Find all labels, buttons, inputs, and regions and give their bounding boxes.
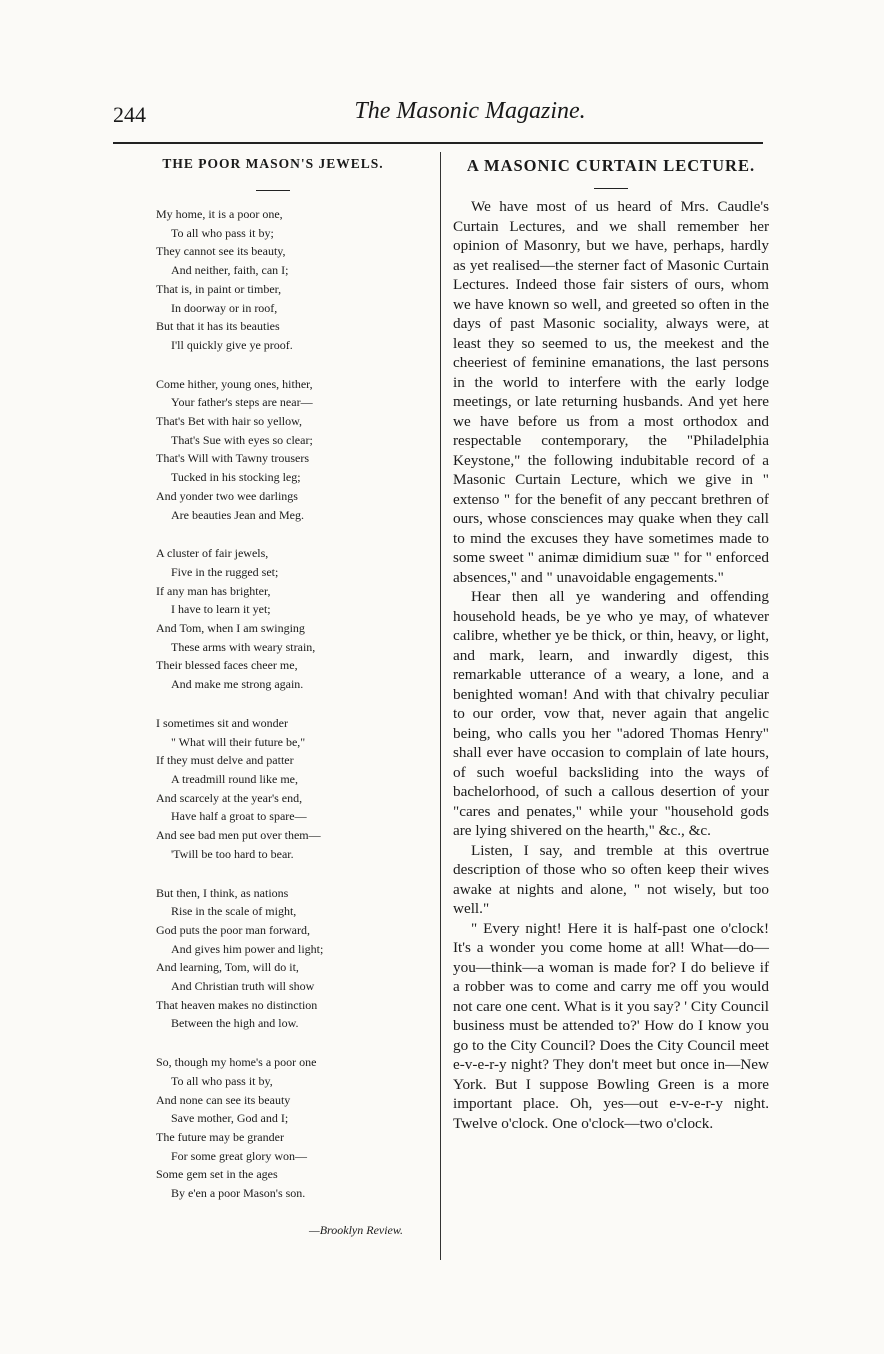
poem-line: God puts the poor man forward,	[156, 922, 310, 937]
poem-line: For some great glory won—	[171, 1148, 307, 1163]
poem-line: So, though my home's a poor one	[156, 1055, 317, 1070]
article-body	[453, 197, 769, 1133]
poem-line: To all who pass it by;	[171, 225, 274, 240]
article-title-rule	[594, 188, 628, 189]
article-paragraph: Hear then all ye wandering and offending household heads, be ye who ye may, of whatever calibre, whether ye be thick, or thin, heavy, or light, and mark, learn, and inwardly digest, this remarkable utterance of a weary, a lone, and a benighted woman! And with that chivalry peculiar to our order, vow that, never again that angelic being, who calls you her "adored Thomas Henry" shall ever have occasion to complain of late hours, of such woeful backsliding into the ways of bachelorhood, of such a callous desertion of your "cares and penates," while your "household gods are lying shivered on the hearth," &c., &c.	[453, 588, 769, 839]
poem-line: Their blessed faces cheer me,	[156, 658, 298, 673]
poem-line: I have to learn it yet;	[171, 602, 271, 617]
poem-title-rule	[256, 190, 290, 191]
poem-line: If they must delve and patter	[156, 753, 294, 768]
poem-line: But that it has its beauties	[156, 319, 280, 334]
poem-line: And see bad men put over them—	[156, 828, 321, 843]
poem-line: They cannot see its beauty,	[156, 244, 286, 259]
poem-line: My home, it is a poor one,	[156, 207, 283, 221]
poem-line: Some gem set in the ages	[156, 1167, 278, 1182]
article-paragraph: Listen, I say, and tremble at this overtrue description of those who so often keep their wives awake at nights and alone, " not wisely, but too well."	[453, 841, 769, 917]
poem-line: By e'en a poor Mason's son.	[171, 1186, 306, 1201]
poem-credit: —Brooklyn Review.	[309, 1222, 403, 1237]
poem-line: In doorway or in roof,	[171, 300, 278, 315]
running-title: The Masonic Magazine.	[354, 98, 586, 124]
poem-line: And learning, Tom, will do it,	[156, 960, 299, 975]
poem-stanza	[113, 544, 433, 694]
poem-title: THE POOR MASON'S JEWELS.	[162, 156, 384, 171]
article-paragraph: We have most of us heard of Mrs. Caudle's Curtain Lectures, and we shall remember her opinion of Masonry, but we have, perhaps, hardly as yet realised—the sterner fact of Masonic Curtain Lectures. Indeed those fair sisters of ours, whom we have known so well, and greeted so often in the days of past Masonic sociality, always were, at least they so seemed to us, the meekest and the cheeriest of feminine emanations, the last persons in the world to interfere with the early lodge meetings, or late returning husbands. And yet here we have before us from a most orthodox and respectable contemporary, the "Philadelphia Keystone," the following indubitable record of a Masonic Curtain Lecture, which we give in " extenso " for the benefit of any peccant brethren of ours, whose consciences may quake when they call to mind the excuses they have sometimes made to some sweet " animæ dimidium suæ " for " enforced absences," and " unavoidable engagements."	[453, 198, 769, 586]
article-title: A MASONIC CURTAIN LECTURE.	[466, 156, 756, 175]
poem-line: And make me strong again.	[171, 677, 304, 692]
article-paragraph: " Every night! Here it is half-past one o'clock! It's a wonder you come home at all! What—do—you—think—a woman is made for? I do believe if a robber was to come and carry me off you would not care one cent. What is it you say? ' City Council business must be attended to?' How do I know you go to the City Council? Does the City Council meet e-v-e-r-y night? They don't meet but once in—New York. But I suppose Bowling Green is a more important place. Oh, yes—out e-v-e-r-y night. Twelve o'clock. One o'clock—two o'clock.	[453, 919, 769, 1132]
poem-line: " What will their future be,"	[171, 734, 306, 749]
poem-stanza	[113, 884, 433, 1034]
poem-stanza	[113, 1053, 433, 1203]
poem-line: If any man has brighter,	[156, 583, 271, 598]
poem-line: And none can see its beauty	[156, 1092, 291, 1107]
poem-stanza	[113, 375, 433, 525]
poem-line: Come hither, young ones, hither,	[156, 376, 313, 391]
page-number: 244	[113, 102, 146, 127]
poem-stanza	[113, 714, 433, 864]
poem-line: That's Will with Tawny trousers	[156, 451, 310, 466]
poem-line: Five in the rugged set;	[171, 564, 279, 579]
poem-line: And scarcely at the year's end,	[156, 790, 303, 805]
poem-line: I'll quickly give ye proof.	[171, 337, 293, 352]
poem-line: That heaven makes no distinction	[156, 997, 318, 1012]
poem-column	[113, 148, 433, 1238]
poem-line: Save mother, God and I;	[171, 1111, 289, 1126]
page-header	[0, 0, 884, 150]
poem-line: 'Twill be too hard to bear.	[171, 846, 294, 861]
poem-line: And neither, faith, can I;	[171, 263, 289, 278]
poem-line: And Christian truth will show	[171, 979, 315, 994]
poem-line: The future may be grander	[156, 1129, 284, 1144]
poem-line: And yonder two wee darlings	[156, 488, 298, 503]
poem-line: That's Bet with hair so yellow,	[156, 414, 303, 429]
poem-stanzas	[113, 205, 433, 1203]
header-rule	[113, 142, 763, 144]
poem-line: Are beauties Jean and Meg.	[171, 507, 304, 522]
poem-line: Tucked in his stocking leg;	[171, 470, 301, 485]
poem-line: That is, in paint or timber,	[156, 281, 282, 296]
poem-line: A treadmill round like me,	[171, 771, 298, 786]
poem-line: Your father's steps are near—	[171, 395, 313, 410]
poem-line: And Tom, when I am swinging	[156, 621, 305, 636]
column-divider	[440, 152, 441, 1260]
poem-line: A cluster of fair jewels,	[156, 546, 269, 561]
poem-line: And gives him power and light;	[171, 941, 324, 956]
poem-line: But then, I think, as nations	[156, 885, 289, 900]
poem-line: Rise in the scale of might,	[171, 904, 297, 919]
article-column	[453, 148, 769, 1133]
poem-line: Between the high and low.	[171, 1016, 299, 1031]
poem-line: Have half a groat to spare—	[171, 809, 307, 824]
poem-line: I sometimes sit and wonder	[156, 715, 288, 730]
poem-line: That's Sue with eyes so clear;	[171, 432, 313, 447]
poem-line: These arms with weary strain,	[171, 639, 316, 654]
poem-stanza	[113, 205, 433, 355]
poem-line: To all who pass it by,	[171, 1073, 273, 1088]
